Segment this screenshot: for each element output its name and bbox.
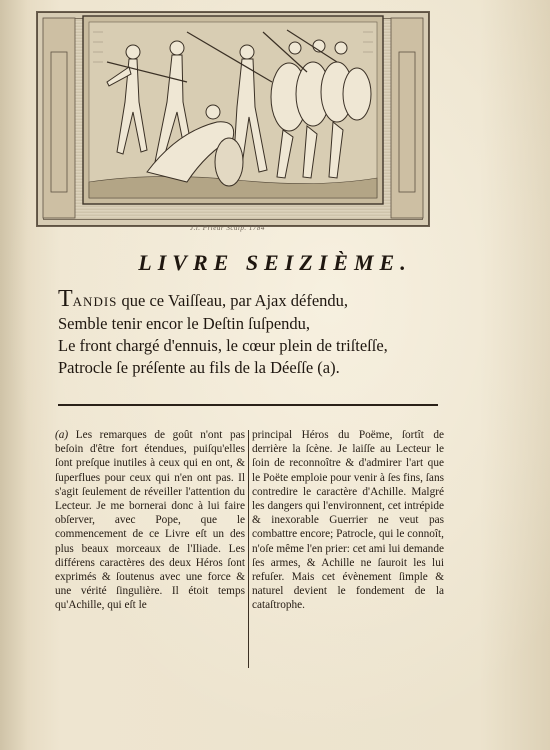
verse-line-4: Patrocle ſe préſente au fils de la Déeſſe (a). — [58, 358, 340, 377]
footnote-right-column — [252, 428, 444, 613]
first-word-smallcaps: ANDIS — [72, 294, 118, 309]
verse-line-1-text: que ce Vaiſſeau, par Ajax défendu, — [117, 291, 349, 310]
footnote-marker: (a) — [55, 429, 69, 441]
warriors-relief-illustration — [37, 12, 429, 226]
verse-line-1 — [58, 288, 438, 313]
section-rule — [58, 404, 438, 406]
opening-verse — [58, 288, 438, 379]
verse-line-2: Semble tenir encor le Deſtin ſuſpendu, — [58, 314, 311, 333]
drop-cap: T — [58, 286, 73, 312]
engraving-plate — [36, 11, 430, 227]
book-title: LIVRE SEIZIÈME. — [138, 250, 412, 275]
footnote-left-column — [55, 428, 245, 613]
column-divider — [248, 430, 249, 668]
verse-line-3: Le front chargé d'ennuis, le cœur plein de triſteſſe, — [58, 336, 388, 355]
footnote-right-text: principal Héros du Poëme, ſortît de derrière la ſcène. Je laiſſe au Lecteur le ſoin de reconnoître & d'admirer l'art que le Poëte emploie pour venir à ſes fins, ſans contredire le caractère d'Achille. Malgré les dangers qui l'environnent, cet intrépide & inexorable Guerrier ne veut pas combattre encore; Patrocle, qui le connoît, n'oſe même l'en prier: cet ami lui demande ſes armes, & Achille ne ſauroit les lui refuſer. Mais cet évènement ſimple & naturel devient le fondement de la cataſtrophe. — [252, 429, 444, 612]
footnote-left-text: Les remarques de goût n'ont pas beſoin d'être fort étendues, puiſqu'elles ſont preſque inutiles à ceux qui en ont, & ſuperflues pour ceux qui n'en ont pas. Il s'agit ſeulement de réveiller l'attention du Lecteur. Je me bornerai donc à lui faire obſerver, avec Pope, que le commencement de ce Livre eſt un des plus beaux morceaux de l'Iliade. Les différens caractères des deux Héros ſont exprimés & ſoutenus avec une force & une vérité ſingulière. Il étoit temps qu'Achille, qui eſt le — [55, 429, 245, 612]
engraver-signature: J.l. Prieur Sculp. 1784 — [190, 224, 265, 232]
